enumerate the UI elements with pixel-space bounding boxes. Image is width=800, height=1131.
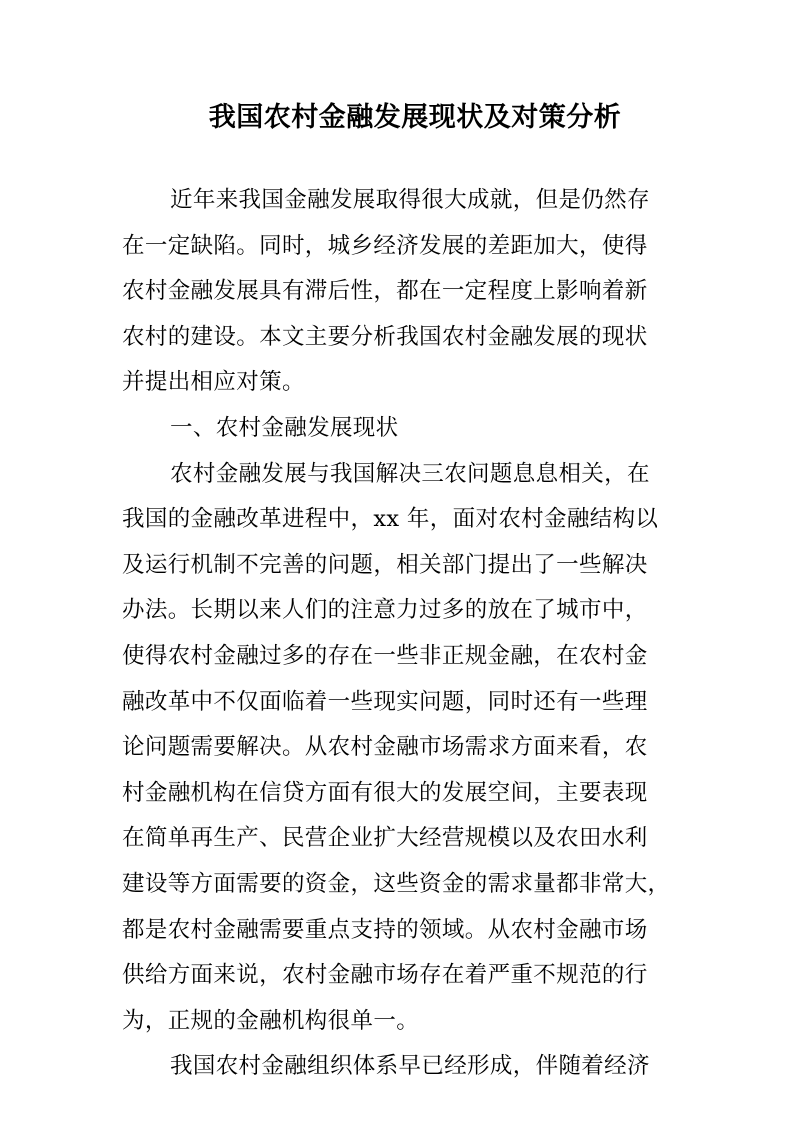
text-line: 农村金融发展与我国解决三农问题息息相关，在 xyxy=(170,460,650,487)
text-line: 使得农村金融过多的存在一些非正规金融，在农村金 xyxy=(122,642,648,669)
text-line: 论问题需要解决。从农村金融市场需求方面来看，农 xyxy=(122,734,648,761)
text-line: 村金融机构在信贷方面有很大的发展空间，主要表现 xyxy=(122,779,648,806)
text-line: 及运行机制不完善的问题，相关部门提出了一些解决 xyxy=(122,551,648,578)
text-line: 在简单再生产、民营企业扩大经营规模以及农田水利 xyxy=(122,825,648,852)
text-line: 融改革中不仅面临着一些现实问题，同时还有一些理 xyxy=(122,688,648,715)
document-title: 我国农村金融发展现状及对策分析 xyxy=(208,102,622,133)
text-line: 并提出相应对策。 xyxy=(122,369,305,396)
text-line: 在一定缺陷。同时，城乡经济发展的差距加大，使得 xyxy=(122,232,648,259)
text-line: 为，正规的金融机构很单一。 xyxy=(122,1007,420,1034)
text-line: 农村的建设。本文主要分析我国农村金融发展的现状 xyxy=(122,323,648,350)
section-heading: 一、农村金融发展现状 xyxy=(170,414,399,441)
text-line: 我国农村金融组织体系早已经形成，伴随着经济 xyxy=(170,1053,650,1080)
text-line: 供给方面来说，农村金融市场存在着严重不规范的行 xyxy=(122,962,648,989)
text-line: 办法。长期以来人们的注意力过多的放在了城市中， xyxy=(122,597,648,624)
text-line: 我国的金融改革进程中，xx 年，面对农村金融结构以 xyxy=(122,506,659,533)
document-body xyxy=(122,178,682,1090)
text-line: 都是农村金融需要重点支持的领域。从农村金融市场 xyxy=(122,916,648,943)
text-line: 农村金融发展具有滞后性，都在一定程度上影响着新 xyxy=(122,278,648,305)
text-line: 近年来我国金融发展取得很大成就，但是仍然存 xyxy=(170,187,650,213)
text-line: 建设等方面需要的资金，这些资金的需求量都非常大， xyxy=(122,870,671,897)
